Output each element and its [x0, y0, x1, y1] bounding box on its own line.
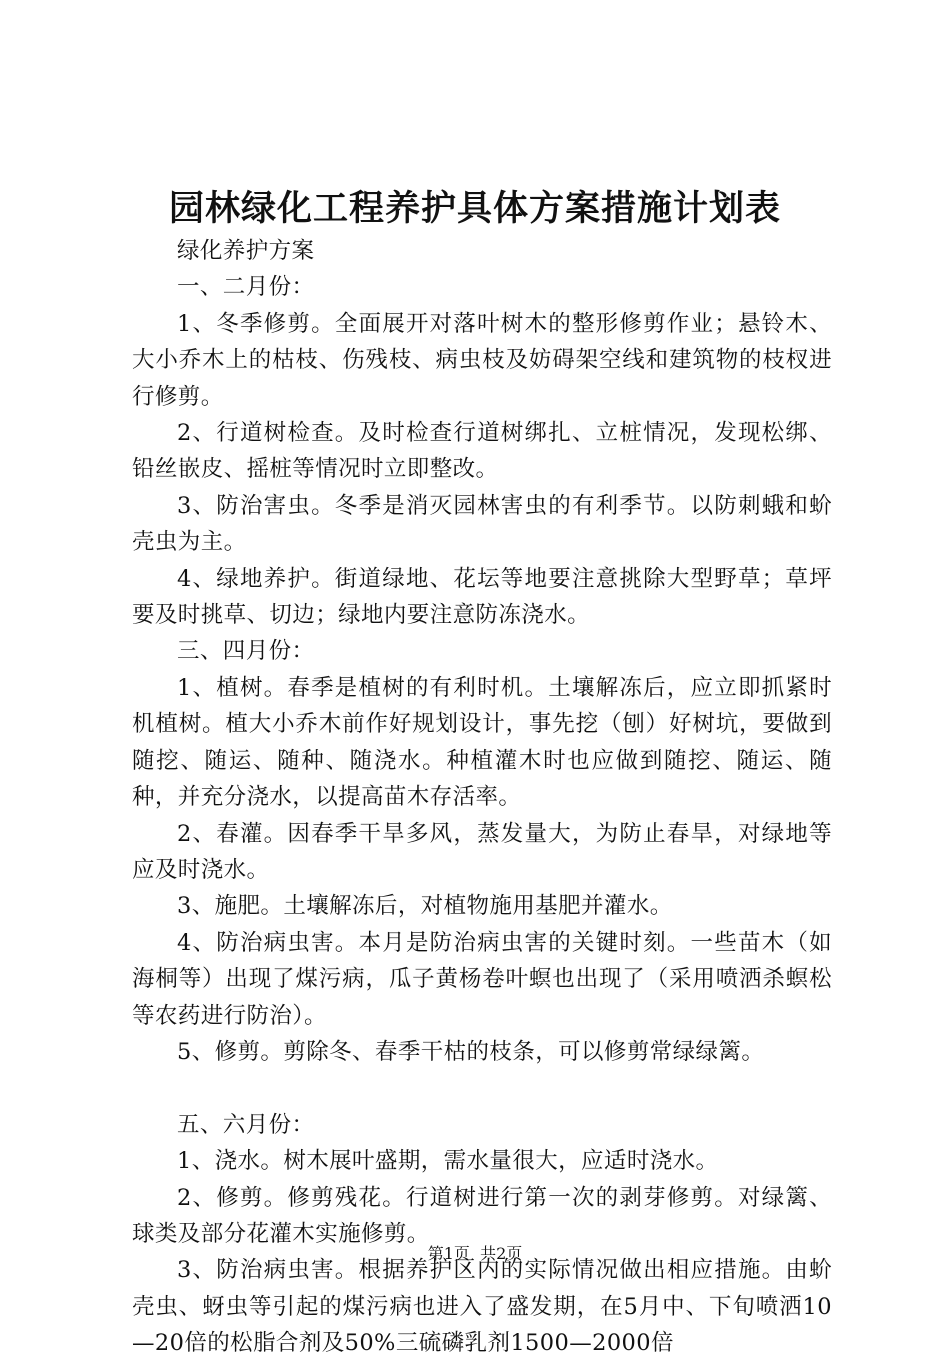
- section-heading-plan: 绿化养护方案: [177, 238, 315, 264]
- paragraph-disease-control-summer: 3、防治病虫害。根据养护区内的实际情况做出相应措施。由蚧壳虫、蚜虫等引起的煤污病也进入了盛发期，在5月中、下旬喷洒10—20倍的松脂合剂及50%三硫磷乳剂1500—2000倍: [132, 1257, 832, 1357]
- document-title: 园林绿化工程养护具体方案措施计划表: [168, 188, 781, 229]
- paragraph-street-tree-inspection: 2、行道树检查。及时检查行道树绑扎、立桩情况，发现松绑、铅丝嵌皮、摇桩等情况时立即整改。: [132, 420, 832, 483]
- section-heading-mar-apr: 三、四月份：: [177, 638, 315, 665]
- paragraph-pruning-spring: 5、修剪。剪除冬、春季干枯的枝条，可以修剪常绿绿篱。: [177, 1038, 765, 1065]
- paragraph-winter-pruning: 1、冬季修剪。全面展开对落叶树木的整形修剪作业；悬铃木、大小乔木上的枯枝、伤残枝、病虫枝及妨碍架空线和建筑物的枝杈进行修剪。: [132, 310, 832, 410]
- paragraph-pruning-summer: 2、修剪。修剪残花。行道树进行第一次的剥芽修剪。对绿篱、球类及部分花灌木实施修剪。: [132, 1184, 832, 1247]
- blank-line: [132, 1070, 832, 1106]
- paragraph-fertilizing: 3、施肥。土壤解冻后，对植物施用基肥并灌水。: [177, 893, 673, 920]
- paragraph-spring-irrigation: 2、春灌。因春季干旱多风，蒸发量大，为防止春旱，对绿地等应及时浇水。: [132, 820, 832, 883]
- paragraph-watering: 1、浇水。树木展叶盛期，需水量很大，应适时浇水。: [177, 1148, 719, 1175]
- document-body: [132, 233, 832, 1362]
- paragraph-tree-planting: 1、植树。春季是植树的有利时机。土壤解冻后，应立即抓紧时机植树。植大小乔木前作好规划设计，事先挖（刨）好树坑，要做到随挖、随运、随种、随浇水。种植灌木时也应做到随挖、随运、随种，并充分浇水，以提高苗木存活率。: [132, 674, 832, 811]
- paragraph-pest-control-winter: 3、防治害虫。冬季是消灭园林害虫的有利季节。以防刺蛾和蚧壳虫为主。: [132, 492, 832, 556]
- paragraph-greenland-maintenance: 4、绿地养护。街道绿地、花坛等地要注意挑除大型野草；草坪要及时挑草、切边；绿地内要注意防冻浇水。: [132, 565, 832, 629]
- section-heading-jan-feb: 一、二月份：: [177, 274, 315, 301]
- section-heading-may-jun: 五、六月份：: [177, 1111, 315, 1138]
- paragraph-disease-control-spring: 4、防治病虫害。本月是防治病虫害的关键时刻。一些苗木（如海桐等）出现了煤污病，瓜子黄杨卷叶螟也出现了（采用喷洒杀螟松等农药进行防治）。: [132, 929, 832, 1029]
- page-number-footer: 第1页 共2页: [427, 1244, 523, 1263]
